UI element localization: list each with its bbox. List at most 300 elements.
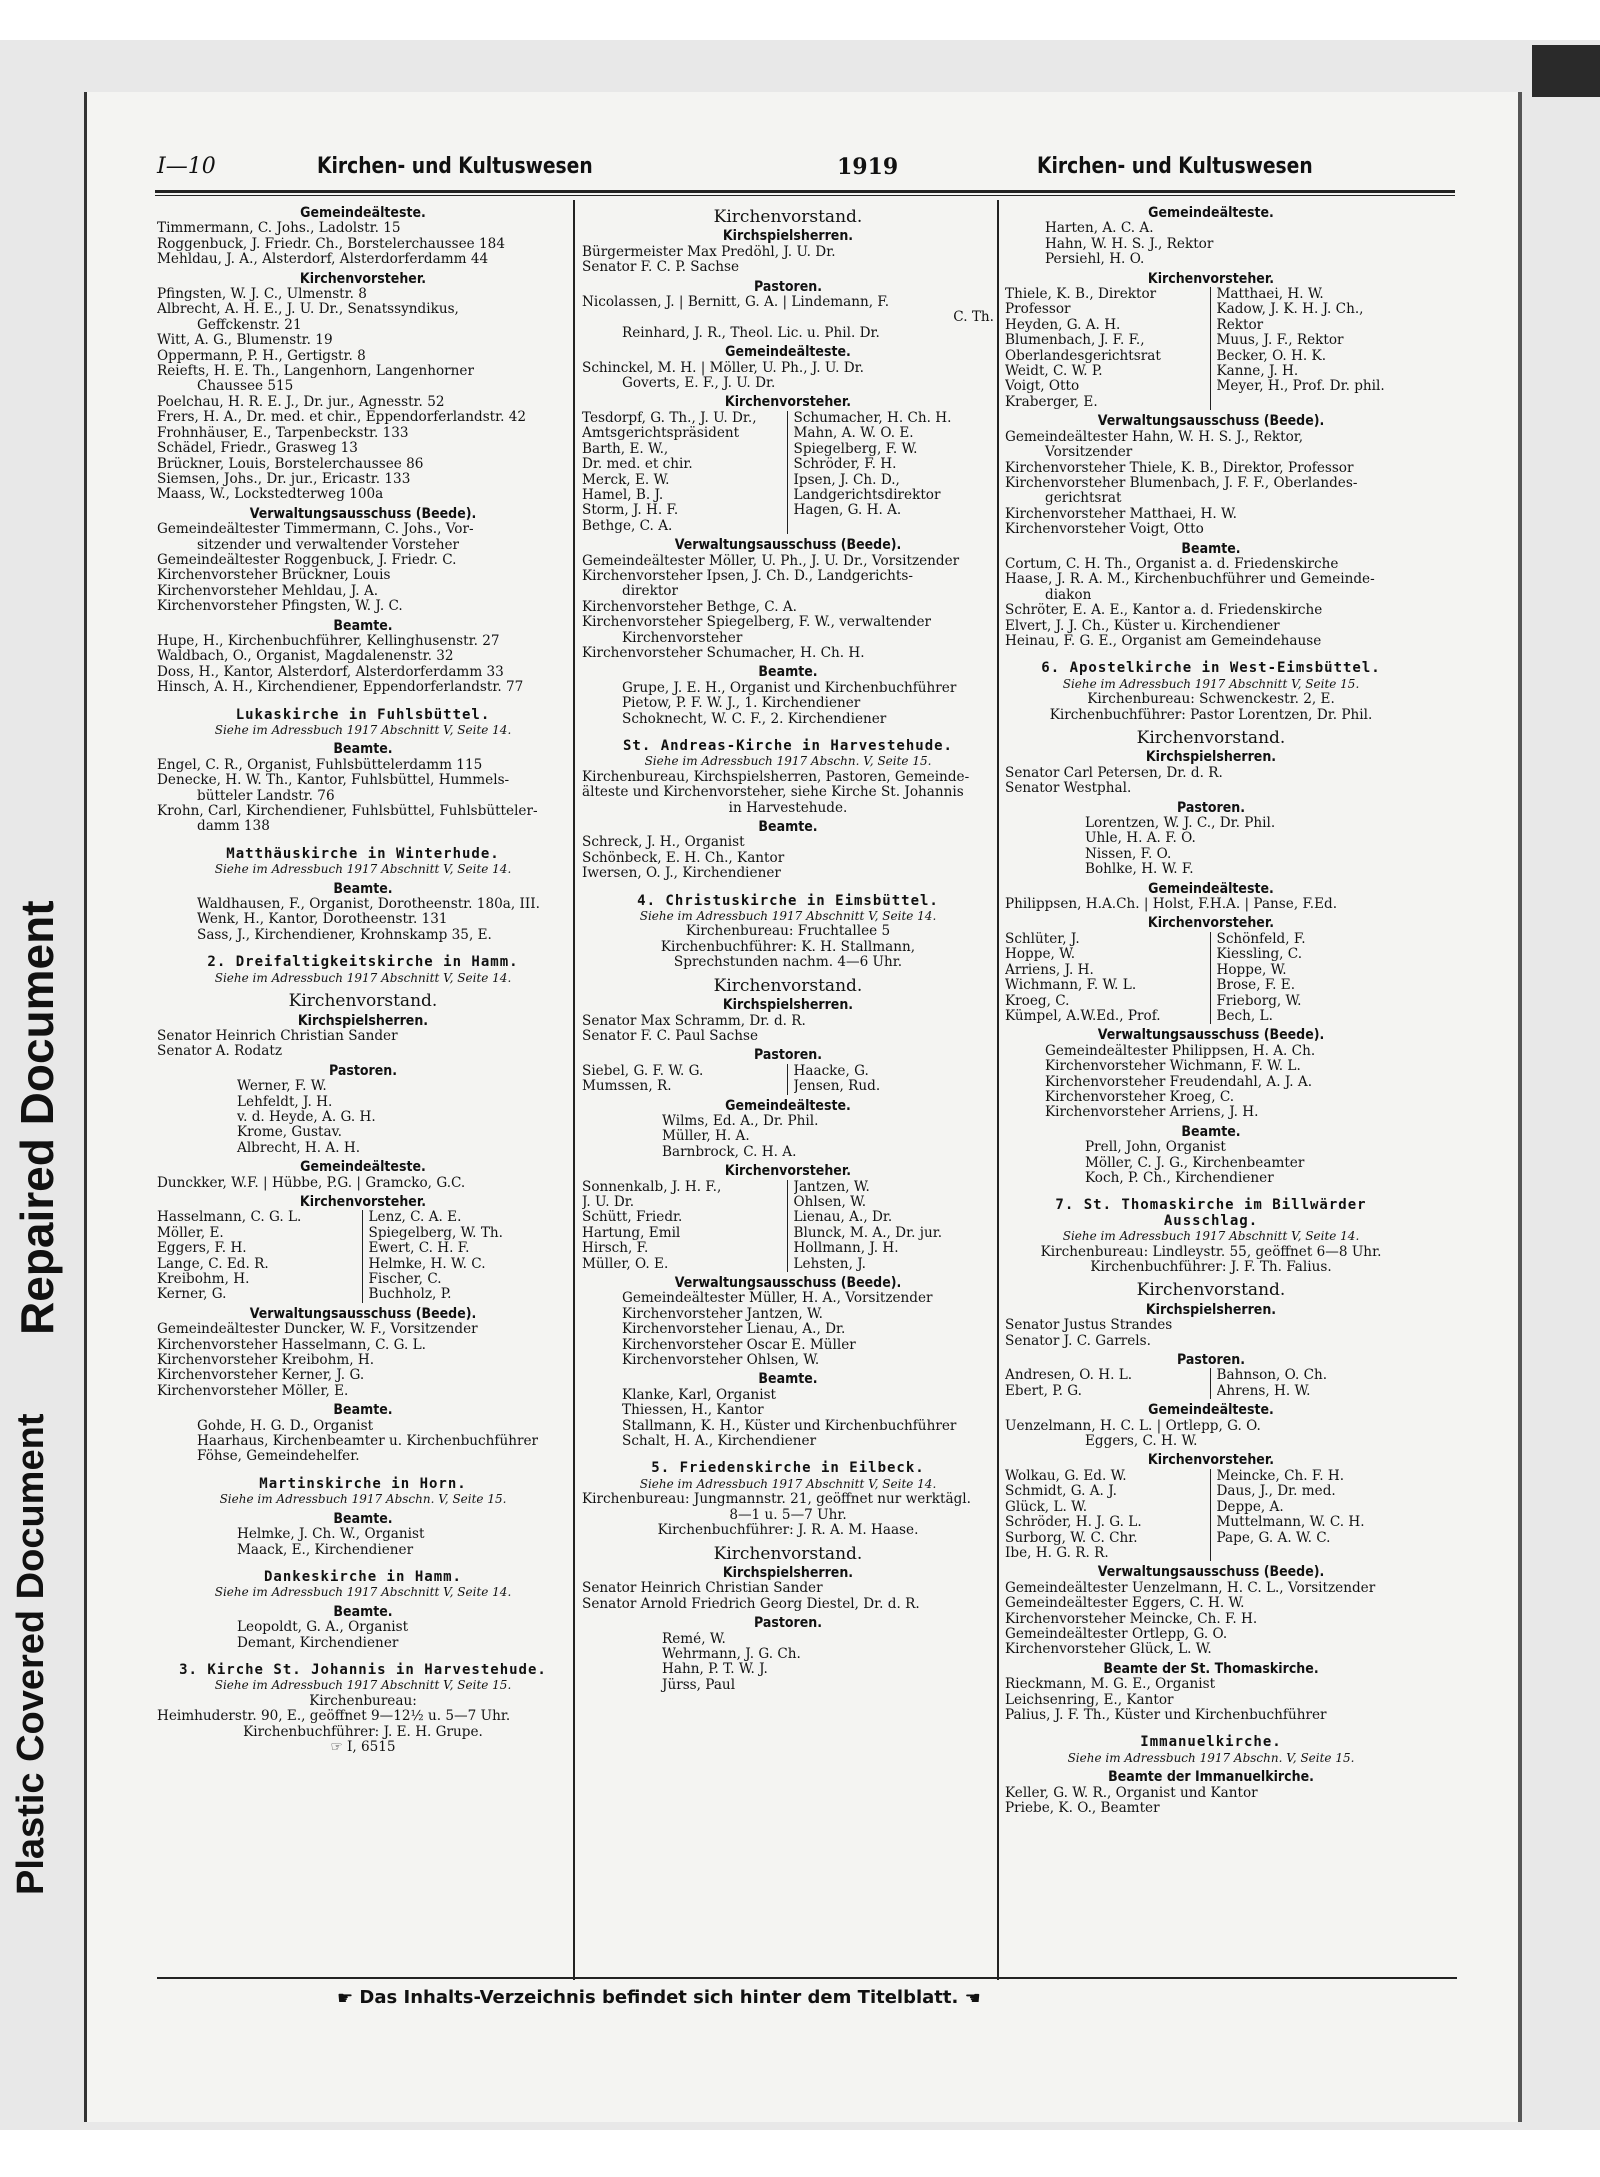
document-page xyxy=(84,92,1519,2122)
listing-line: Sass, J., Kirchendiener, Krohnskamp 35, E. xyxy=(197,927,492,943)
listing-line: Persiehl, H. O. xyxy=(1045,252,1145,268)
listing-line: Hupe, H., Kirchenbuchführer, Kellinghusenstr. 27 xyxy=(157,633,500,649)
list-item: Dr. med. et chir. xyxy=(582,457,693,473)
listing-line: Schinckel, M. H. | Möller, U. Ph., J. U. Dr. xyxy=(582,360,864,376)
list-item: Surborg, W. C. Chr. xyxy=(1005,1530,1138,1546)
section-heading: Beamte. xyxy=(758,819,818,836)
list-item: Kadow, J. K. H. J. Ch., xyxy=(1216,302,1364,318)
address-book-reference: Siehe im Adressbuch 1917 Abschnitt V, Seite 14. xyxy=(639,909,937,924)
listing-line: Pietow, P. F. W. J., 1. Kirchendiener xyxy=(622,696,861,712)
address-book-reference: Siehe im Adressbuch 1917 Abschnitt V, Seite 14. xyxy=(214,862,512,877)
list-item: Schmidt, G. A. J. xyxy=(1005,1484,1117,1500)
listing-line: Krohn, Carl, Kirchendiener, Fuhlsbüttel, Fuhlsbütteler- xyxy=(157,804,538,820)
listing-line: damm 138 xyxy=(197,819,270,835)
listing-line: Waldbach, O., Organist, Magdalenenstr. 32 xyxy=(157,649,454,665)
list-item: Hartung, Emil xyxy=(582,1225,681,1241)
listing-line: Föhse, Gemeindehelfer. xyxy=(197,1449,360,1465)
centered-line: Kirchenbureau: xyxy=(309,1693,417,1709)
listing-line: Senator A. Rodatz xyxy=(157,1044,282,1060)
centered-line: ☞ I, 6515 xyxy=(330,1739,396,1755)
listing-line: Senator F. C. P. Sachse xyxy=(582,260,740,276)
listing-line: Gemeindeältester Philippsen, H. A. Ch. xyxy=(1045,1043,1316,1059)
listing-line: Palius, J. F. Th., Küster und Kirchenbuchführer xyxy=(1005,1707,1327,1723)
listing-line: Leichsenring, E., Kantor xyxy=(1005,1692,1174,1708)
board-heading: Kirchenvorstand. xyxy=(288,991,438,1012)
listing-line: Haase, J. R. A. M., Kirchenbuchführer und Gemeinde- xyxy=(1005,572,1375,588)
church-title: Immanuelkirche. xyxy=(1140,1734,1282,1751)
list-item: Schlüter, J. xyxy=(1005,931,1080,947)
listing-line: direktor xyxy=(622,584,678,600)
section-heading: Kirchspielsherren. xyxy=(297,1012,429,1029)
section-heading: Kirchenvorsteher. xyxy=(1147,915,1275,932)
board-heading: Kirchenvorstand. xyxy=(713,207,863,227)
list-item: Hollmann, J. H. xyxy=(793,1241,899,1257)
list-item: Meincke, Ch. F. H. xyxy=(1216,1468,1345,1484)
listing-line: Engel, C. R., Organist, Fuhlsbüttelerdamm 115 xyxy=(157,757,483,773)
dark-edge-strip xyxy=(1532,45,1600,97)
address-book-reference: Siehe im Adressbuch 1917 Abschnitt V, Seite 15. xyxy=(1062,676,1360,691)
listing-line: Senator Max Schramm, Dr. d. R. xyxy=(582,1013,806,1029)
section-heading: Kirchenvorsteher. xyxy=(299,270,427,287)
list-item: Oberlandesgerichtsrat xyxy=(1005,348,1161,364)
centered-line: Kirchenbuchführer: K. H. Stallmann, xyxy=(660,939,916,955)
section-heading: Kirchspielsherren. xyxy=(722,997,854,1014)
section-heading: Verwaltungsausschuss (Beede). xyxy=(249,505,477,522)
church-title: 6. Apostelkirche in West-Eimsbüttel. xyxy=(1041,660,1381,677)
two-column-list xyxy=(1005,932,1417,1024)
listing-line: Kirchenvorsteher Wichmann, F. W. L. xyxy=(1045,1059,1301,1075)
listing-line: Kirchenvorsteher xyxy=(622,630,743,646)
list-item: Ebert, P. G. xyxy=(1005,1383,1083,1399)
section-heading: Pastoren. xyxy=(1176,1352,1246,1369)
list-item: Mahn, A. W. O. E. xyxy=(793,426,914,442)
section-heading: Verwaltungsausschuss (Beede). xyxy=(1097,1027,1325,1044)
listing-line: Remé, W. xyxy=(662,1631,726,1647)
centered-line: Kirchenbureau: Schwenckestr. 2, E. xyxy=(1087,692,1335,708)
listing-line: Kirchenbureau: Jungmannstr. 21, geöffnet nur werktägl. xyxy=(582,1492,971,1508)
listing-line: Senator Heinrich Christian Sander xyxy=(582,1581,823,1597)
listing-line: Maack, E., Kirchendiener xyxy=(237,1542,414,1558)
list-left xyxy=(157,1210,363,1302)
centered-line: Kirchenbuchführer: J. E. H. Grupe. xyxy=(243,1724,483,1740)
section-heading: Beamte. xyxy=(333,741,393,758)
section-heading: Kirchenvorsteher. xyxy=(299,1193,427,1210)
section-heading: Beamte. xyxy=(333,1510,393,1527)
listing-line: Roggenbuck, J. Friedr. Ch., Borstelerchaussee 184 xyxy=(157,236,505,252)
list-item: Kanne, J. H. xyxy=(1216,364,1299,380)
address-book-reference: Siehe im Adressbuch 1917 Abschnitt V, Seite 14. xyxy=(214,970,512,985)
list-right xyxy=(788,1064,995,1095)
pointing-hand-icon: ☛ xyxy=(337,1987,354,2009)
section-heading: Gemeindeälteste. xyxy=(725,344,851,361)
listing-line: Kirchenvorsteher Spiegelberg, F. W., verwaltender xyxy=(582,615,932,631)
church-title: 2. Dreifaltigkeitskirche in Hamm. xyxy=(207,954,519,971)
section-heading: Pastoren. xyxy=(1176,799,1246,816)
pointing-hand-left-icon: ☚ xyxy=(964,1987,981,2009)
list-item: Schumacher, H. Ch. H. xyxy=(793,410,952,426)
listing-line: Siemsen, Johs., Dr. jur., Ericastr. 133 xyxy=(157,471,411,487)
section-heading: Kirchenvorsteher. xyxy=(1147,1452,1275,1469)
centered-line: Kirchenbureau: Fruchtallee 5 xyxy=(685,924,891,940)
listing-line: Kirchenvorsteher Matthaei, H. W. xyxy=(1005,506,1237,522)
listing-line: Eggers, C. H. W. xyxy=(1085,1434,1198,1450)
listing-line: Kirchenvorsteher Voigt, Otto xyxy=(1005,522,1204,538)
section-heading: Beamte. xyxy=(333,1603,393,1620)
address-book-reference: Siehe im Adressbuch 1917 Abschnitt V, Seite 15. xyxy=(214,1678,512,1693)
list-item: Amtsgerichtspräsident xyxy=(582,426,740,442)
listing-line: Schoknecht, W. C. F., 2. Kirchendiener xyxy=(622,711,887,727)
footer-text: Das Inhalts-Verzeichnis befindet sich hinter dem Titelblatt. xyxy=(359,1987,959,2008)
list-item: Becker, O. H. K. xyxy=(1216,348,1327,364)
list-item: Jensen, Rud. xyxy=(793,1079,881,1095)
listing-line: Iwersen, O. J., Kirchendiener xyxy=(582,866,781,882)
listing-line: Frohnhäuser, E., Tarpenbeckstr. 133 xyxy=(157,425,409,441)
list-left xyxy=(582,1064,788,1095)
church-title: St. Andreas-Kirche in Harvestehude. xyxy=(622,738,953,754)
list-item: Thiele, K. B., Direktor xyxy=(1005,287,1157,303)
listing-line: Kirchenvorsteher Kreibohm, H. xyxy=(157,1353,375,1369)
section-heading: Kirchenvorsteher. xyxy=(724,394,852,411)
section-heading: Kirchspielsherren. xyxy=(722,228,854,245)
listing-line: Rieckmann, M. G. E., Organist xyxy=(1005,1677,1216,1693)
column-divider-2 xyxy=(997,200,999,1980)
listing-line: Prell, John, Organist xyxy=(1085,1140,1226,1156)
listing-line: Elvert, J. J. Ch., Küster u. Kirchendiener xyxy=(1005,618,1280,634)
listing-line: Kirchenvorsteher Glück, L. W. xyxy=(1005,1642,1212,1658)
listing-line: v. d. Heyde, A. G. H. xyxy=(237,1109,376,1125)
section-heading: Beamte. xyxy=(333,880,393,897)
church-title: Dankeskirche in Hamm. xyxy=(263,1568,462,1585)
list-item: Kreibohm, H. xyxy=(157,1272,250,1287)
section-heading: Gemeindeälteste. xyxy=(1148,880,1274,897)
list-right xyxy=(788,1180,995,1272)
list-item: Hasselmann, C. G. L. xyxy=(157,1210,302,1226)
list-item: Muttelmann, W. C. H. xyxy=(1216,1515,1365,1531)
list-item: Deppe, A. xyxy=(1216,1499,1284,1515)
list-item: Rektor xyxy=(1216,317,1264,333)
list-item: Brose, F. E. xyxy=(1216,978,1296,994)
listing-line: Nicolassen, J. | Bernitt, G. A. | Lindemann, F. xyxy=(582,295,890,311)
section-heading: Pastoren. xyxy=(753,1615,823,1632)
centered-line: in Harvestehude. xyxy=(728,800,848,816)
centered-line: Sprechstunden nachm. 4—6 Uhr. xyxy=(673,955,903,971)
church-title: 5. Friedenskirche in Eilbeck. xyxy=(651,1460,925,1477)
list-item: Bahnson, O. Ch. xyxy=(1216,1368,1328,1384)
header-right-title: Kirchen- und Kultuswesen xyxy=(1037,154,1313,179)
column-divider-1 xyxy=(573,200,575,1980)
listing-line: Kirchenvorsteher Mehldau, J. A. xyxy=(157,583,379,599)
list-item: Hamel, B. J. xyxy=(582,487,664,503)
list-item: Muus, J. F., Rektor xyxy=(1216,333,1344,349)
church-title: 4. Christuskirche in Eimsbüttel. xyxy=(637,892,939,909)
list-item: Sonnenkalb, J. H. F., xyxy=(582,1179,722,1195)
list-item: Hirsch, F. xyxy=(582,1241,649,1257)
list-item: Andresen, O. H. L. xyxy=(1005,1368,1133,1384)
list-item: Pape, G. A. W. C. xyxy=(1216,1530,1331,1546)
list-item: Lehsten, J. xyxy=(793,1256,866,1272)
list-left xyxy=(582,1180,788,1272)
listing-line: Uhle, H. A. F. O. xyxy=(1085,831,1196,847)
listing-line: Kirchenvorsteher Brückner, Louis xyxy=(157,568,391,584)
list-item: Ibe, H. G. R. R. xyxy=(1005,1545,1109,1561)
listing-line: Demant, Kirchendiener xyxy=(237,1635,399,1651)
address-book-reference: Siehe im Adressbuch 1917 Abschn. V, Seite 15. xyxy=(1067,1750,1355,1765)
listing-line: Müller, H. A. xyxy=(662,1129,750,1145)
listing-line: Poelchau, H. R. E. J., Dr. jur., Agnesstr. 52 xyxy=(157,394,445,410)
listing-line: Waldhausen, F., Organist, Dorotheenstr. 180a, III. xyxy=(197,897,540,913)
listing-line: Timmermann, C. Johs., Ladolstr. 15 xyxy=(157,221,401,237)
section-heading: Beamte. xyxy=(333,1402,393,1419)
listing-line: Mehldau, J. A., Alsterdorf, Alsterdorferdamm 44 xyxy=(157,252,489,268)
list-item: Müller, O. E. xyxy=(582,1256,669,1272)
section-heading: Pastoren. xyxy=(753,278,823,295)
list-item: Meyer, H., Prof. Dr. phil. xyxy=(1216,379,1385,395)
listing-line: Schreck, J. H., Organist xyxy=(582,835,745,851)
list-item: Bech, L. xyxy=(1216,1008,1273,1024)
listing-line: Senator Arnold Friedrich Georg Diestel, Dr. d. R. xyxy=(582,1596,920,1612)
listing-line: Koch, P. Ch., Kirchendiener xyxy=(1085,1170,1274,1186)
list-right xyxy=(1211,1469,1418,1561)
repaired-document-label: Repaired Document xyxy=(11,900,63,1335)
listing-line: Doss, H., Kantor, Alsterdorf, Alsterdorferdamm 33 xyxy=(157,664,504,680)
listing-line: Gemeindeältester Eggers, C. H. W. xyxy=(1005,1596,1245,1612)
centered-line: Kirchenbuchführer: J. F. Th. Falius. xyxy=(1090,1260,1332,1275)
section-heading: Beamte. xyxy=(1181,540,1241,557)
listing-line: Kirchenvorsteher Blumenbach, J. F. F., Oberlandes- xyxy=(1005,475,1358,491)
list-item: Ohlsen, W. xyxy=(793,1194,867,1210)
listing-line: Gemeindeältester Hahn, W. H. S. J., Rektor, xyxy=(1005,429,1304,445)
list-item: Ewert, C. H. F. xyxy=(368,1241,470,1257)
listing-line: Chaussee 515 xyxy=(197,379,294,395)
two-column-list xyxy=(1005,1368,1417,1399)
listing-line: Grupe, J. E. H., Organist und Kirchenbuchführer xyxy=(622,680,957,696)
list-item: Buchholz, P. xyxy=(368,1287,452,1303)
listing-line: Möller, C. J. G., Kirchenbeamter xyxy=(1085,1155,1305,1171)
listing-line: Schädel, Friedr., Grasweg 13 xyxy=(157,441,358,457)
list-right xyxy=(363,1210,570,1302)
listing-line: Heinau, F. G. E., Organist am Gemeindehause xyxy=(1005,633,1322,649)
list-item: Blunck, M. A., Dr. jur. xyxy=(793,1225,943,1241)
listing-line: Cortum, C. H. Th., Organist a. d. Friedenskirche xyxy=(1005,556,1339,572)
list-item: Fischer, C. xyxy=(368,1272,442,1287)
listing-line: Kirchenvorsteher Hasselmann, C. G. L. xyxy=(157,1337,427,1353)
list-right xyxy=(1211,932,1418,1024)
listing-line: Kirchenvorsteher Ohlsen, W. xyxy=(622,1353,820,1369)
listing-line: Hahn, P. T. W. J. xyxy=(662,1662,768,1678)
list-item: Schröder, H. J. G. L. xyxy=(1005,1515,1142,1531)
board-heading: Kirchenvorstand. xyxy=(713,975,863,996)
section-heading: Kirchenvorsteher. xyxy=(724,1163,852,1180)
listing-line: bütteler Landstr. 76 xyxy=(197,788,335,804)
list-item: Glück, L. W. xyxy=(1005,1499,1088,1515)
centered-line: Kirchenbureau: Lindleystr. 55, geöffnet 6—8 Uhr. xyxy=(1040,1244,1382,1260)
section-heading: Gemeindeälteste. xyxy=(725,1097,851,1114)
two-column-list xyxy=(1005,1469,1417,1561)
list-right xyxy=(1211,1368,1418,1399)
listing-line: Senator Heinrich Christian Sander xyxy=(157,1028,398,1044)
listing-line: Bürgermeister Max Predöhl, J. U. Dr. xyxy=(582,244,836,260)
header-left-title: Kirchen- und Kultuswesen xyxy=(317,154,593,179)
page-right-edge xyxy=(1518,92,1522,2122)
listing-line: Kirchenvorsteher Lienau, A., Dr. xyxy=(622,1322,846,1338)
list-item: Kümpel, A.W.Ed., Prof. xyxy=(1005,1008,1161,1024)
listing-line: Senator F. C. Paul Sachse xyxy=(582,1028,759,1044)
listing-line: Kirchenvorsteher Arriens, J. H. xyxy=(1045,1105,1259,1121)
list-item: J. U. Dr. xyxy=(582,1194,635,1210)
listing-line: Barnbrock, C. H. A. xyxy=(662,1144,797,1160)
listing-line: Haarhaus, Kirchenbeamter u. Kirchenbuchführer xyxy=(197,1434,539,1450)
list-item: Ahrens, H. W. xyxy=(1216,1383,1311,1399)
listing-line: Helmke, J. Ch. W., Organist xyxy=(237,1527,425,1543)
list-item: Hoppe, W. xyxy=(1216,962,1287,978)
listing-line: Wehrmann, J. G. Ch. xyxy=(662,1646,801,1662)
listing-line: Gemeindeältester Duncker, W. F., Vorsitzender xyxy=(157,1322,478,1338)
listing-line: Hahn, W. H. S. J., Rektor xyxy=(1045,236,1214,252)
section-heading: Gemeindeälteste. xyxy=(1148,1402,1274,1419)
list-item: Matthaei, H. W. xyxy=(1216,287,1324,303)
section-heading: Beamte der Immanuelkirche. xyxy=(1108,1769,1314,1786)
listing-line: Senator Westphal. xyxy=(1005,781,1132,797)
listing-line: Kirchenvorsteher Ipsen, J. Ch. D., Landgerichts- xyxy=(582,568,913,584)
side-labels xyxy=(0,0,80,2177)
section-heading: Beamte. xyxy=(758,1371,818,1388)
section-heading: Kirchspielsherren. xyxy=(1145,1301,1277,1318)
footer-note xyxy=(337,1987,981,2009)
listing-line: Frers, H. A., Dr. med. et chir., Eppendorferlandstr. 42 xyxy=(157,410,527,426)
list-item: Weidt, C. W. P. xyxy=(1005,364,1103,380)
list-item: Schütt, Friedr. xyxy=(582,1210,683,1226)
listing-line: Senator Justus Strandes xyxy=(1005,1318,1173,1334)
list-item: Haacke, G. xyxy=(793,1063,869,1079)
section-heading: Gemeindeälteste. xyxy=(1148,205,1274,221)
listing-line: Gemeindeältester Möller, U. Ph., J. U. Dr., Vorsitzender xyxy=(582,553,960,569)
listing-line: Denecke, H. W. Th., Kantor, Fuhlsbüttel, Hummels- xyxy=(157,773,510,789)
list-item: Kraberger, E. xyxy=(1005,394,1098,410)
listing-line: Kirchenbureau, Kirchspielsherren, Pastoren, Gemeinde- xyxy=(582,769,970,785)
list-item: Schröder, F. H. xyxy=(793,457,897,473)
list-item: Helmke, H. W. C. xyxy=(368,1256,486,1272)
listing-line: Oppermann, P. H., Gertigstr. 8 xyxy=(157,348,366,364)
page-header xyxy=(157,154,1447,186)
listing-line: Senator Carl Petersen, Dr. d. R. xyxy=(1005,765,1223,781)
two-column-list xyxy=(157,1210,569,1302)
listing-line: Werner, F. W. xyxy=(237,1079,327,1095)
list-right xyxy=(788,411,995,534)
section-heading: Gemeindeälteste. xyxy=(300,1159,426,1176)
list-left xyxy=(1005,287,1211,410)
listing-line: Kirchenvorsteher Jantzen, W. xyxy=(622,1306,823,1322)
list-item: Frieborg, W. xyxy=(1216,993,1302,1009)
list-item: Jantzen, W. xyxy=(793,1179,870,1195)
listing-line: Goverts, E. F., J. U. Dr. xyxy=(622,376,776,392)
listing-line: Heimhuderstr. 90, E., geöffnet 9—12½ u. 5—7 Uhr. xyxy=(157,1709,511,1725)
column-3 xyxy=(1005,202,1417,1816)
listing-line: Albrecht, A. H. E., J. U. Dr., Senatssyndikus, xyxy=(157,302,459,318)
list-item: Schönfeld, F. xyxy=(1216,931,1306,947)
list-item: Spiegelberg, F. W. xyxy=(793,441,918,457)
list-item: Möller, E. xyxy=(157,1225,224,1241)
listing-line: Kirchenvorsteher Oscar E. Müller xyxy=(622,1337,856,1353)
list-item: Blumenbach, J. F. F., xyxy=(1005,333,1145,349)
right-line: C. Th. xyxy=(953,310,994,326)
address-book-reference: Siehe im Adressbuch 1917 Abschnitt V, Seite 14. xyxy=(639,1476,937,1491)
list-item: Hoppe, W. xyxy=(1005,947,1076,963)
list-item: Lange, C. Ed. R. xyxy=(157,1256,269,1272)
listing-line: Thiessen, H., Kantor xyxy=(622,1403,764,1419)
listing-line: Kirchenvorsteher Pfingsten, W. J. C. xyxy=(157,599,403,615)
listing-line: Bohlke, H. W. F. xyxy=(1085,862,1194,878)
church-title: 7. St. Thomaskirche im Billwärder Ausschlag. xyxy=(1055,1197,1367,1229)
listing-line: Gemeindeältester Roggenbuck, J. Friedr. C. xyxy=(157,552,457,568)
listing-line: Kirchenvorsteher Kroeg, C. xyxy=(1045,1089,1235,1105)
list-left xyxy=(1005,932,1211,1024)
church-title: 3. Kirche St. Johannis in Harvestehude. xyxy=(179,1661,547,1678)
two-column-list xyxy=(582,1064,994,1095)
two-column-list xyxy=(582,1180,994,1272)
section-heading: Verwaltungsausschuss (Beede). xyxy=(1097,413,1325,430)
address-book-reference: Siehe im Adressbuch 1917 Abschn. V, Seite 15. xyxy=(644,754,932,769)
section-heading: Verwaltungsausschuss (Beede). xyxy=(674,537,902,554)
address-book-reference: Siehe im Adressbuch 1917 Abschnitt V, Seite 14. xyxy=(1062,1229,1360,1244)
listing-line: Kirchenvorsteher Meincke, Ch. F. H. xyxy=(1005,1611,1258,1627)
listing-line: Kirchenvorsteher Schumacher, H. Ch. H. xyxy=(582,645,865,661)
listing-line: Keller, G. W. R., Organist und Kantor xyxy=(1005,1785,1258,1801)
listing-line: Philippsen, H.A.Ch. | Holst, F.H.A. | Panse, F.Ed. xyxy=(1005,897,1338,913)
section-heading: Kirchspielsherren. xyxy=(1145,749,1277,766)
listing-line: Dunckker, W.F. | Hübbe, P.G. | Gramcko, G.C. xyxy=(157,1175,466,1191)
listing-line: Wenk, H., Kantor, Dorotheenstr. 131 xyxy=(197,912,448,928)
listing-line: Vorsitzender xyxy=(1045,445,1133,461)
list-item: Storm, J. H. F. xyxy=(582,503,679,519)
header-rule xyxy=(155,190,1455,193)
address-book-reference: Siehe im Adressbuch 1917 Abschnitt V, Seite 14. xyxy=(214,1585,512,1600)
listing-line: Wilms, Ed. A., Dr. Phil. xyxy=(662,1113,819,1129)
column-1 xyxy=(157,202,569,1755)
section-heading: Pastoren. xyxy=(753,1047,823,1064)
list-item: Daus, J., Dr. med. xyxy=(1216,1484,1336,1500)
board-heading: Kirchenvorstand. xyxy=(1136,1280,1286,1301)
board-heading: Kirchenvorstand. xyxy=(1136,728,1286,748)
list-item: Voigt, Otto xyxy=(1005,379,1080,395)
listing-line: Gemeindeältester Uenzelmann, H. C. L., Vorsitzender xyxy=(1005,1580,1376,1596)
listing-line: Priebe, K. O., Beamter xyxy=(1005,1801,1160,1816)
list-item: Tesdorpf, G. Th., J. U. Dr., xyxy=(582,410,757,426)
section-heading: Beamte. xyxy=(758,664,818,681)
listing-line: Gemeindeältester Timmermann, C. Johs., Vor- xyxy=(157,522,474,538)
list-item: Lenz, C. A. E. xyxy=(368,1210,462,1226)
listing-line: Gemeindeältester Müller, H. A., Vorsitzender xyxy=(622,1291,933,1307)
list-item: Spiegelberg, W. Th. xyxy=(368,1225,503,1241)
listing-line: Geffckenstr. 21 xyxy=(197,317,302,333)
footer-rule xyxy=(157,1977,1457,1979)
page-number: I—10 xyxy=(157,154,216,179)
listing-line: gerichtsrat xyxy=(1045,491,1122,507)
list-item: Wichmann, F. W. L. xyxy=(1005,978,1137,994)
list-item: Arriens, J. H. xyxy=(1005,962,1094,978)
listing-line: Kirchenvorsteher Freudendahl, A. J. A. xyxy=(1045,1074,1313,1090)
listing-line: diakon xyxy=(1045,587,1092,603)
listing-line: Kirchenvorsteher Thiele, K. B., Direktor, Professor xyxy=(1005,460,1354,476)
list-item: Kroeg, C. xyxy=(1005,993,1070,1009)
list-item: Merck, E. W. xyxy=(582,472,670,488)
listing-line: Krome, Gustav. xyxy=(237,1125,342,1141)
listing-line: Lehfeldt, J. H. xyxy=(237,1094,333,1110)
address-book-reference: Siehe im Adressbuch 1917 Abschn. V, Seite 15. xyxy=(219,1492,507,1507)
list-item: Siebel, G. F. W. G. xyxy=(582,1063,704,1079)
section-heading: Kirchspielsherren. xyxy=(722,1564,854,1581)
list-left xyxy=(582,411,788,534)
list-item: Lienau, A., Dr. xyxy=(793,1210,893,1226)
